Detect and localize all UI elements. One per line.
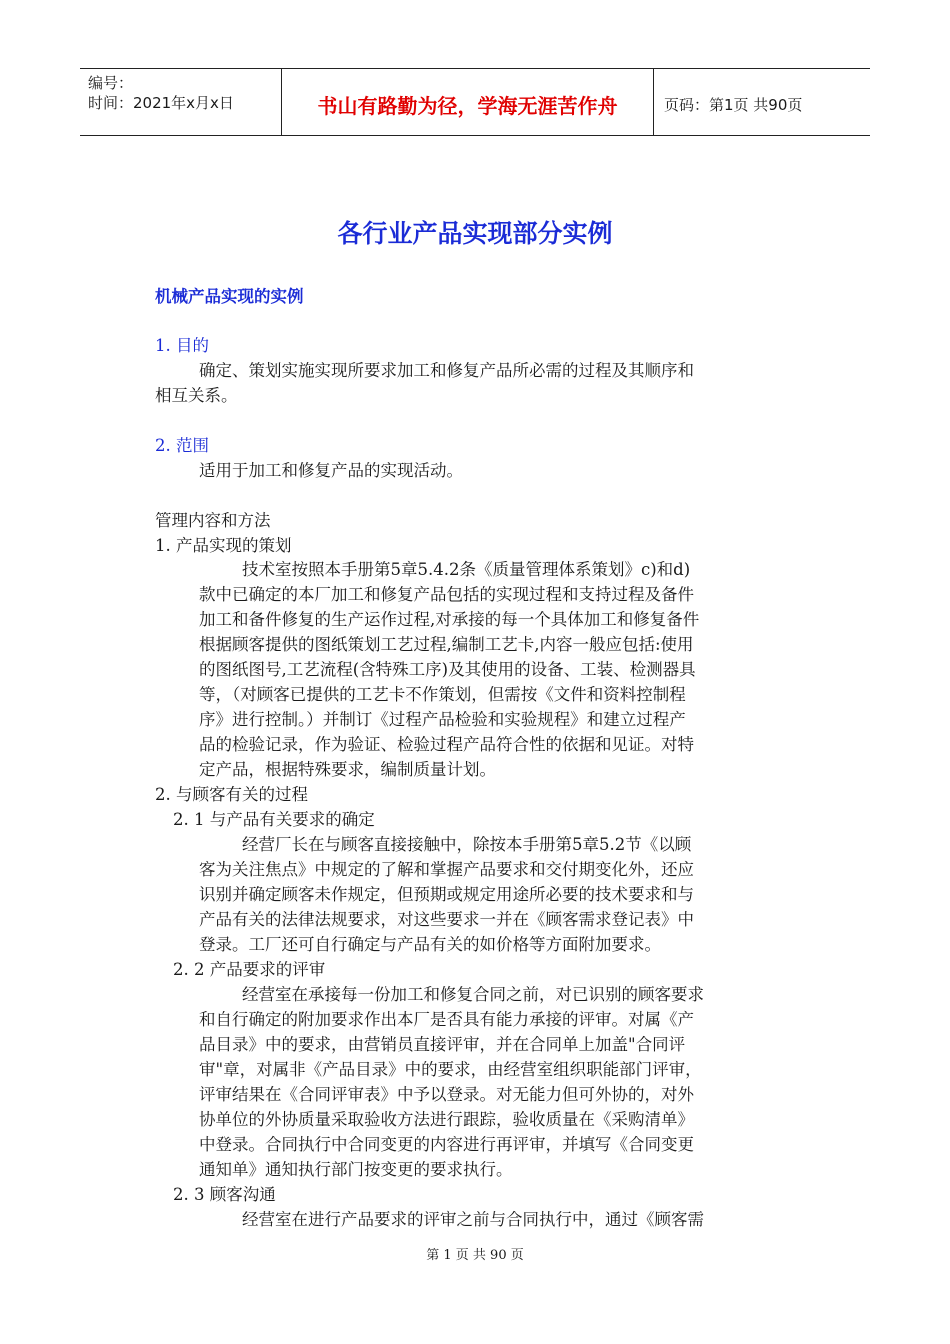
purpose-heading: 1. 目的 — [155, 336, 209, 355]
item2-2-heading: 2. 2 产品要求的评审 — [173, 960, 326, 979]
item2-1-line: 经营厂长在与顾客直接接触中，除按本手册第5章5.2节《以顾 — [242, 835, 692, 854]
item2-2-line: 中登录。合同执行中合同变更的内容进行再评审，并填写《合同变更 — [199, 1135, 694, 1154]
item1-line: 加工和备件修复的生产运作过程,对承接的每一个具体加工和修复备件 — [199, 610, 700, 629]
item2-2-line: 经营室在承接每一份加工和修复合同之前，对已识别的顾客要求 — [242, 985, 704, 1004]
section-heading: 机械产品实现的实例 — [155, 287, 304, 306]
item2-2-line: 审"章，对属非《产品目录》中的要求，由经营室组织职能部门评审， — [199, 1060, 702, 1079]
item1-line: 款中已确定的本厂加工和修复产品包括的实现过程和支持过程及备件 — [199, 585, 694, 604]
item1-line: 根据顾客提供的图纸策划工艺过程,编制工艺卡,内容一般应包括:使用 — [199, 635, 694, 654]
item1-line: 的图纸图号,工艺流程(含特殊工序)及其使用的设备、工装、检测器具 — [199, 660, 696, 679]
purpose-line: 确定、策划实施实现所要求加工和修复产品所必需的过程及其顺序和 — [199, 361, 694, 380]
item2-1-line: 产品有关的法律法规要求，对这些要求一并在《顾客需求登记表》中 — [199, 910, 694, 929]
item1-line: 定产品，根据特殊要求，编制质量计划。 — [199, 760, 496, 779]
page-footer: 第 1 页 共 90 页 — [426, 1248, 524, 1263]
item2-2-line: 协单位的外协质量采取验收方法进行跟踪，验收质量在《采购清单》 — [199, 1110, 694, 1129]
item1-line: 序》进行控制。）并制订《过程产品检验和实验规程》和建立过程产 — [199, 710, 686, 729]
item2-2-line: 和自行确定的附加要求作出本厂是否具有能力承接的评审。对属《产 — [199, 1010, 694, 1029]
item2-1-heading: 2. 1 与产品有关要求的确定 — [173, 810, 375, 829]
document-title: 各行业产品实现部分实例 — [337, 219, 613, 248]
item2-2-line: 通知单》通知执行部门按变更的要求执行。 — [199, 1160, 513, 1179]
item1-heading: 1. 产品实现的策划 — [155, 536, 292, 555]
header-meta — [80, 69, 282, 135]
item2-3-line: 经营室在进行产品要求的评审之前与合同执行中，通过《顾客需 — [242, 1210, 704, 1229]
scope-line: 适用于加工和修复产品的实现活动。 — [199, 461, 463, 480]
scope-heading: 2. 范围 — [155, 436, 209, 455]
header-motto: 书山有路勤为径，学海无涯苦作舟 — [282, 69, 654, 135]
header-date: 时间：2021年x月x日 — [88, 94, 234, 112]
item2-3-heading: 2. 3 顾客沟通 — [173, 1185, 276, 1204]
purpose-line: 相互关系。 — [155, 386, 238, 405]
item1-line: 品的检验记录，作为验证、检验过程产品符合性的依据和见证。对特 — [199, 735, 694, 754]
item2-heading: 2. 与顾客有关的过程 — [155, 785, 308, 804]
item1-line: 技术室按照本手册第5章5.4.2条《质量管理体系策划》c)和d) — [242, 560, 691, 579]
page-header — [80, 68, 870, 136]
header-number: 编号： — [88, 74, 134, 92]
item2-1-line: 登录。工厂还可自行确定与产品有关的如价格等方面附加要求。 — [199, 935, 661, 954]
item2-2-line: 评审结果在《合同评审表》中予以登录。对无能力但可外协的，对外 — [199, 1085, 694, 1104]
item1-line: 等，（对顾客已提供的工艺卡不作策划，但需按《文件和资料控制程 — [199, 685, 686, 704]
item2-2-line: 品目录》中的要求，由营销员直接评审，并在合同单上加盖"合同评 — [199, 1035, 686, 1054]
management-heading: 管理内容和方法 — [155, 511, 271, 530]
header-page-info: 页码：第1页 共90页 — [664, 95, 803, 114]
item2-1-line: 识别并确定顾客未作规定，但预期或规定用途所必要的技术要求和与 — [199, 885, 694, 904]
item2-1-line: 客为关注焦点》中规定的了解和掌握产品要求和交付期变化外，还应 — [199, 860, 694, 879]
